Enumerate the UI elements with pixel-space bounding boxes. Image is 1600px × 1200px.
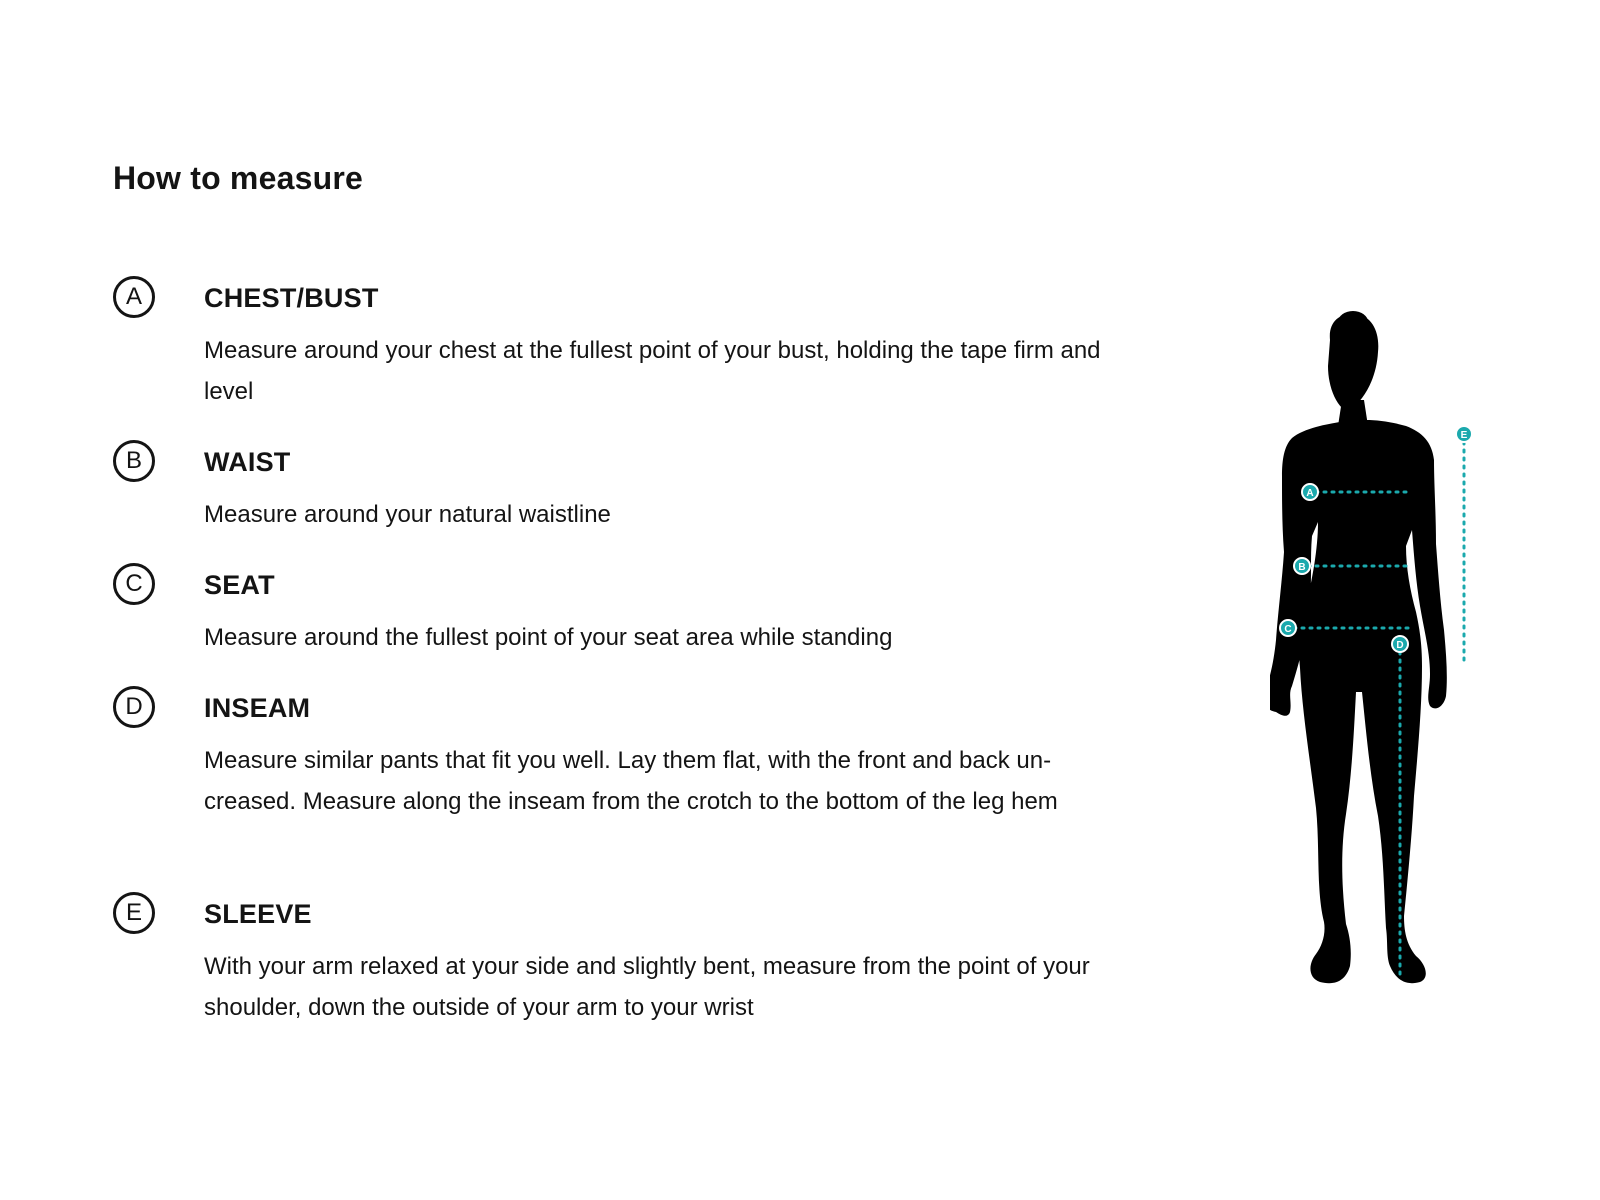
seat-marker-letter: C <box>1284 624 1292 635</box>
measure-desc-waist: Measure around your natural waistline <box>204 501 611 528</box>
measure-title-sleeve: SLEEVE <box>204 899 312 929</box>
measure-title-waist: WAIST <box>204 447 291 477</box>
measure-desc-inseam: Measure similar pants that fit you well. Lay them flat, with the front and back un-creased. Measure along the inseam from the crotch to the bottom of the leg hem <box>204 747 1058 815</box>
body-figure <box>1270 300 1530 1020</box>
measure-title-chest: CHEST/BUST <box>204 283 379 313</box>
waist-marker-letter: B <box>1298 562 1306 573</box>
marker-d-badge: D <box>113 686 155 728</box>
seat-marker-dot <box>1280 620 1296 636</box>
measure-title-inseam: INSEAM <box>204 693 311 723</box>
sleeve-marker-letter: E <box>1460 430 1468 441</box>
marker-c-badge: C <box>113 563 155 605</box>
measure-desc-sleeve: With your arm relaxed at your side and slightly bent, measure from the point of your shoulder, down the outside of your arm to your wrist <box>204 953 1090 1021</box>
measure-desc-chest: Measure around your chest at the fullest point of your bust, holding the tape firm and level <box>204 337 1101 405</box>
silhouette-shape <box>1270 311 1447 983</box>
measure-title-seat: SEAT <box>204 570 275 600</box>
marker-e-badge: E <box>113 892 155 934</box>
page-title: How to measure <box>113 160 363 196</box>
chest-marker-dot <box>1302 484 1318 500</box>
body-silhouette-illustration <box>1270 300 1530 1020</box>
inseam-marker-dot <box>1392 636 1408 652</box>
marker-b-badge: B <box>113 440 155 482</box>
measure-desc-seat: Measure around the fullest point of your seat area while standing <box>204 624 893 651</box>
waist-marker-dot <box>1294 558 1310 574</box>
inseam-marker-letter: D <box>1396 640 1404 651</box>
chest-marker-letter: A <box>1306 488 1314 499</box>
marker-a-badge: A <box>113 276 155 318</box>
sleeve-marker-dot <box>1456 426 1472 442</box>
